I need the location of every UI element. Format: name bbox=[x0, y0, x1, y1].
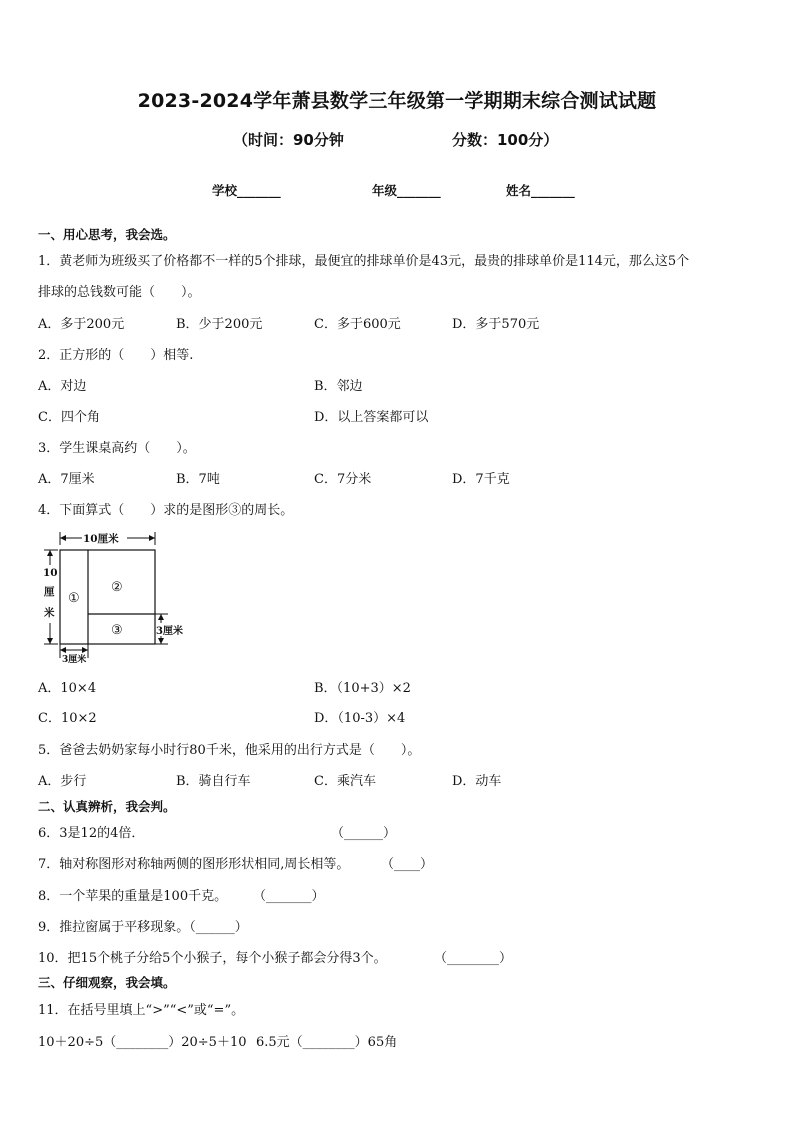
q2-option-c: C．四个角 bbox=[38, 410, 100, 425]
question-1-line-2: 排球的总钱数可能（ ）。 bbox=[38, 285, 201, 300]
region-1-label: ① bbox=[68, 591, 80, 606]
q3-option-b: B．7吨 bbox=[176, 472, 220, 487]
section-1-heading: 一、用心思考，我会选。 bbox=[38, 227, 176, 242]
question-3: 3．学生课桌高约（ ）。 bbox=[38, 441, 196, 456]
question-4: 4．下面算式（ ）求的是图形③的周长。 bbox=[38, 503, 294, 518]
question-7-blank: （____） bbox=[381, 857, 434, 872]
question-11-expression-1: 10＋20÷5（________）20÷5＋10 bbox=[38, 1035, 247, 1050]
exam-score: 分数：100分） bbox=[452, 131, 559, 149]
q4-option-b: B．（10+3）×2 bbox=[314, 681, 411, 696]
q3-option-a: A．7厘米 bbox=[38, 472, 95, 487]
q4-option-a: A．10×4 bbox=[38, 681, 97, 696]
question-8-blank: （_______） bbox=[253, 889, 325, 904]
bottom-arrow-right bbox=[82, 647, 88, 653]
q1-option-d: D．多于570元 bbox=[452, 317, 540, 332]
q5-option-d: D．动车 bbox=[452, 774, 502, 789]
bottom-dimension-label: 3厘米 bbox=[62, 655, 87, 663]
school-field: 学校_______ bbox=[212, 183, 281, 198]
question-5: 5．爸爸去奶奶家每小时行80千米，他采用的出行方式是（ ）。 bbox=[38, 743, 421, 758]
question-6-blank: （______） bbox=[331, 826, 397, 841]
left-dimension-number: 10 bbox=[43, 567, 58, 579]
question-8: 8．一个苹果的重量是100千克。 bbox=[38, 889, 228, 904]
q4-option-c: C．10×2 bbox=[38, 711, 97, 726]
section-3-heading: 三、仔细观察，我会填。 bbox=[38, 975, 176, 990]
top-arrow-left bbox=[60, 535, 66, 541]
bottom-arrow-left bbox=[60, 647, 66, 653]
left-arrow-top bbox=[47, 550, 53, 556]
question-6: 6．3是12的4倍． bbox=[38, 826, 145, 841]
left-arrow-bottom bbox=[47, 638, 53, 644]
question-2: 2．正方形的（ ）相等. bbox=[38, 348, 194, 363]
question-9: 9．推拉窗属于平移现象。（______） bbox=[38, 920, 248, 935]
question-10-blank: （________） bbox=[434, 951, 513, 966]
region-2-label: ② bbox=[111, 580, 123, 595]
q3-option-c: C．7分米 bbox=[314, 472, 372, 487]
right-dimension-label: 3厘米 bbox=[156, 626, 183, 637]
q2-option-a: A．对边 bbox=[38, 379, 87, 394]
q2-option-b: B．邻边 bbox=[314, 379, 363, 394]
right-arrow-top bbox=[158, 614, 164, 620]
top-dimension-label: 10厘米 bbox=[83, 533, 119, 545]
q5-option-a: A．步行 bbox=[38, 774, 87, 789]
top-arrow-right bbox=[149, 535, 155, 541]
q1-option-a: A．多于200元 bbox=[38, 317, 125, 332]
region-3-label: ③ bbox=[111, 623, 123, 638]
question-1-line-1: 1．黄老师为班级买了价格都不一样的5个排球，最便宜的排球单价是43元，最贵的排球单价是114元，那么这5个 bbox=[38, 254, 690, 269]
left-dimension-char-1: 厘 bbox=[44, 586, 55, 598]
question-11-expression-2: 6.5元（________）65角 bbox=[256, 1035, 398, 1050]
grade-field: 年级_______ bbox=[372, 183, 441, 198]
q2-option-d: D．以上答案都可以 bbox=[314, 410, 429, 425]
q5-option-c: C．乘汽车 bbox=[314, 774, 376, 789]
question-10: 10．把15个桃子分给5个小猴子，每个小猴子都会分得3个。 bbox=[38, 951, 387, 966]
rectangle-diagram bbox=[38, 528, 198, 663]
section-2-heading: 二、认真辨析，我会判。 bbox=[38, 799, 176, 814]
question-7: 7．轴对称图形对称轴两侧的图形形状相同,周长相等。 bbox=[38, 857, 350, 872]
question-11: 11．在括号里填上“>”“<”或“=”。 bbox=[38, 1003, 245, 1018]
exam-time: （时间：90分钟 bbox=[233, 131, 344, 149]
q4-option-d: D．（10-3）×4 bbox=[314, 711, 406, 726]
q3-option-d: D．7千克 bbox=[452, 472, 510, 487]
q1-option-c: C．多于600元 bbox=[314, 317, 401, 332]
name-field: 姓名_______ bbox=[506, 183, 575, 198]
q5-option-b: B．骑自行车 bbox=[176, 774, 251, 789]
right-arrow-bottom bbox=[158, 638, 164, 644]
left-dimension-char-2: 米 bbox=[44, 607, 55, 619]
q1-option-b: B．少于200元 bbox=[176, 317, 263, 332]
exam-title: 2023-2024学年萧县数学三年级第一学期期末综合测试试题 bbox=[137, 90, 657, 112]
